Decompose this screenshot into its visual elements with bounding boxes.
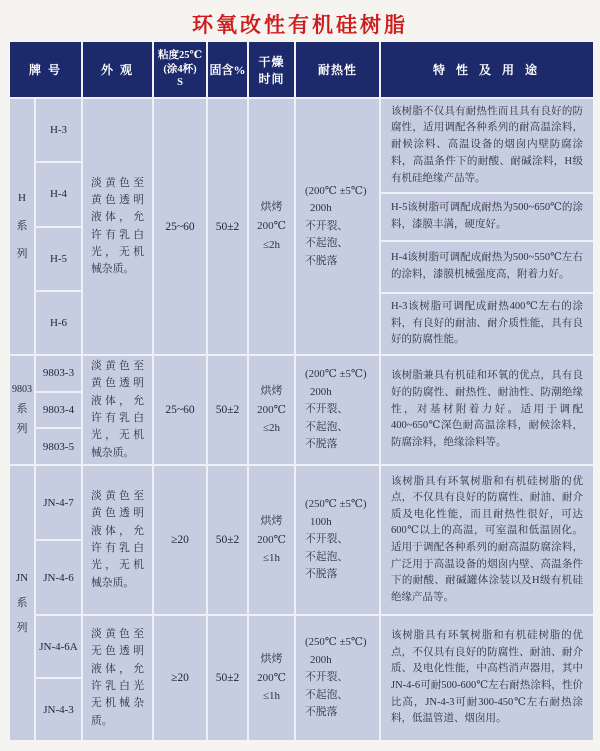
series-char: 9803 xyxy=(12,384,32,395)
feature-cell: H-5该树脂可调配成耐热为500~650℃的涂料，漆膜丰满，硬度好。 xyxy=(381,194,593,240)
feature-cell: H-3该树脂可调配成耐热400℃左右的涂料，有良好的耐油、耐介质性能，具有良好的防腐性能。 xyxy=(381,294,593,354)
heat-line: 200h xyxy=(310,385,332,398)
model-cell: H-4 xyxy=(36,163,81,225)
header-drying-line: 干燥 xyxy=(258,54,285,69)
series-label-9803 xyxy=(10,356,34,464)
series-label-jn xyxy=(10,466,34,740)
model-cell: JN-4-6 xyxy=(36,541,81,614)
header-viscosity-line: S xyxy=(177,77,183,89)
header-drying-time xyxy=(249,42,294,97)
subsection-jn46a-jn43 xyxy=(36,616,593,740)
heat-line: 不开裂、 xyxy=(305,219,349,232)
drying-line: ≤1h xyxy=(262,552,281,565)
drying-line: 200℃ xyxy=(257,220,286,233)
feature-cell: 该树脂具有环氧树脂和有机硅树脂的优点，不仅具有良好的防腐性、耐油、耐介质及电化性能，而且耐热性很好，可达600℃以上的高温，可室温和低温固化。适用于调配各种系列的耐高温防腐涂料，广泛用于高温设备的烟囱内壁、高温条件下的耐酸、耐碱罐体涂装以及H级有机硅绝缘产品等。 xyxy=(381,466,593,614)
resin-spec-table xyxy=(10,42,593,740)
header-features: 特 性 及 用 途 xyxy=(381,42,593,97)
drying-line: 烘烤 xyxy=(260,652,283,665)
jn-subsections xyxy=(36,466,593,740)
model-cell: H-5 xyxy=(36,228,81,290)
heat-line: 不起泡、 xyxy=(305,550,349,563)
solid-content-cell: 50±2 xyxy=(208,356,247,464)
heat-line: 不脱落 xyxy=(305,438,338,451)
drying-line: 烘烤 xyxy=(260,384,283,397)
heat-line: 200h xyxy=(310,202,332,215)
solid-content-cell: 50±2 xyxy=(208,466,247,614)
header-drying-line: 时间 xyxy=(258,71,285,86)
model-column-jn-a xyxy=(36,466,81,614)
viscosity-cell: ≥20 xyxy=(154,466,206,614)
heat-resistance-cell xyxy=(296,99,379,354)
model-cell: H-6 xyxy=(36,292,81,354)
drying-time-cell xyxy=(249,356,294,464)
page-title: 环氧改性有机硅树脂 xyxy=(192,13,408,37)
model-cell: 9803-5 xyxy=(36,429,81,464)
series-char: 列 xyxy=(16,423,28,435)
viscosity-cell: 25~60 xyxy=(154,356,206,464)
section-9803-series xyxy=(10,356,593,464)
solid-content-cell: 50±2 xyxy=(208,616,247,740)
drying-line: 200℃ xyxy=(257,671,286,684)
series-char: 列 xyxy=(16,248,28,260)
feature-cell: 该树脂兼具有机硅和环氧的优点，具有良好的防腐性、耐热性、耐油性、防潮绝缘性，对基材附着力好。适用于调配400~650℃深色耐高温涂料，耐候涂料，防腐涂料，绝缘涂料等。 xyxy=(381,356,593,464)
drying-line: 烘烤 xyxy=(260,514,283,527)
heat-line: 不起泡、 xyxy=(305,688,349,701)
series-char: 系 xyxy=(16,220,28,232)
drying-line: ≤2h xyxy=(262,238,281,251)
solid-content-cell: 50±2 xyxy=(208,99,247,354)
header-viscosity xyxy=(154,42,206,97)
model-cell: JN-4-3 xyxy=(36,679,81,740)
section-jn-series xyxy=(10,466,593,740)
heat-line: 不开裂、 xyxy=(305,403,349,416)
drying-line: ≤2h xyxy=(262,422,281,435)
drying-time-cell xyxy=(249,616,294,740)
header-viscosity-line: (涂4杯) xyxy=(163,63,197,75)
heat-resistance-cell xyxy=(296,466,379,614)
drying-line: ≤1h xyxy=(262,690,281,703)
heat-line: 不脱落 xyxy=(305,568,338,581)
heat-line: (200℃ ±5℃) xyxy=(305,368,367,381)
header-viscosity-line: 粘度25℃ xyxy=(157,50,203,62)
features-column-h xyxy=(381,99,593,354)
header-heat-resistance: 耐热性 xyxy=(296,42,379,97)
heat-line: (250℃ ±5℃) xyxy=(305,498,367,511)
appearance-cell: 淡黄色至黄色透明液体，允许有乳白光，无机械杂质。 xyxy=(83,466,152,614)
appearance-cell: 淡黄色至黄色透明液体，允许有乳白光，无机械杂质。 xyxy=(83,356,152,464)
heat-line: 不起泡、 xyxy=(305,237,349,250)
appearance-cell: 淡黄色至黄色透明液体，允许有乳白光，无机械杂质。 xyxy=(83,99,152,354)
drying-line: 200℃ xyxy=(257,403,286,416)
viscosity-cell: 25~60 xyxy=(154,99,206,354)
subsection-jn47-jn46 xyxy=(36,466,593,614)
model-column-9803 xyxy=(36,356,81,464)
series-char: JN xyxy=(15,571,29,584)
model-cell: 9803-3 xyxy=(36,356,81,391)
series-char: 列 xyxy=(16,621,28,634)
drying-line: 烘烤 xyxy=(260,201,283,214)
viscosity-cell: ≥20 xyxy=(154,616,206,740)
feature-cell: H-4该树脂可调配成耐热为500~550℃左右的涂料，漆膜机械强度高，附着力好。 xyxy=(381,242,593,292)
heat-line: (200℃ ±5℃) xyxy=(305,184,367,197)
heat-line: 100h xyxy=(310,515,332,528)
model-cell: JN-4-7 xyxy=(36,466,81,539)
section-h-series xyxy=(10,99,593,354)
heat-resistance-cell xyxy=(296,616,379,740)
model-column-jn-b xyxy=(36,616,81,740)
table-header-row xyxy=(10,42,593,97)
model-cell: H-3 xyxy=(36,99,81,161)
model-column-h xyxy=(36,99,81,354)
heat-line: 200h xyxy=(310,653,332,666)
series-char: 系 xyxy=(16,596,28,609)
heat-line: 不起泡、 xyxy=(305,420,349,433)
heat-line: 不脱落 xyxy=(305,254,338,267)
header-brand: 牌 号 xyxy=(10,42,81,97)
series-char: 系 xyxy=(16,403,28,415)
series-char: H xyxy=(18,192,26,204)
drying-line: 200℃ xyxy=(257,533,286,546)
drying-time-cell xyxy=(249,466,294,614)
heat-line: 不脱落 xyxy=(305,706,338,719)
appearance-cell: 淡黄色至无色透明液体，允许乳白光无机械杂质。 xyxy=(83,616,152,740)
model-cell: JN-4-6A xyxy=(36,616,81,677)
feature-cell: 该树脂具有环氧树脂和有机硅树脂的优点，不仅具有良好的防腐性、耐油、耐介质、及电化性能，中高档消声器用，其中JN-4-6可耐500-600℃左右耐热涂料，性价比高，JN-4-3可耐300-450℃左右耐热涂料，低温管道、烟囱用。 xyxy=(381,616,593,740)
model-cell: 9803-4 xyxy=(36,393,81,428)
series-label-h xyxy=(10,99,34,354)
heat-line: (250℃ ±5℃) xyxy=(305,636,367,649)
heat-line: 不开裂、 xyxy=(305,533,349,546)
header-solid-content: 固含% xyxy=(208,42,247,97)
heat-resistance-cell xyxy=(296,356,379,464)
feature-cell: 该树脂不仅具有耐热性而且具有良好的防腐性，适用调配各种系列的耐高温涂料，耐候涂料、高温设备的烟囱内壁防腐涂料，高温条件下的耐酸、耐碱涂料，H级有机硅绝缘产品等。 xyxy=(381,99,593,192)
heat-line: 不开裂、 xyxy=(305,671,349,684)
drying-time-cell xyxy=(249,99,294,354)
header-appearance: 外 观 xyxy=(83,42,152,97)
